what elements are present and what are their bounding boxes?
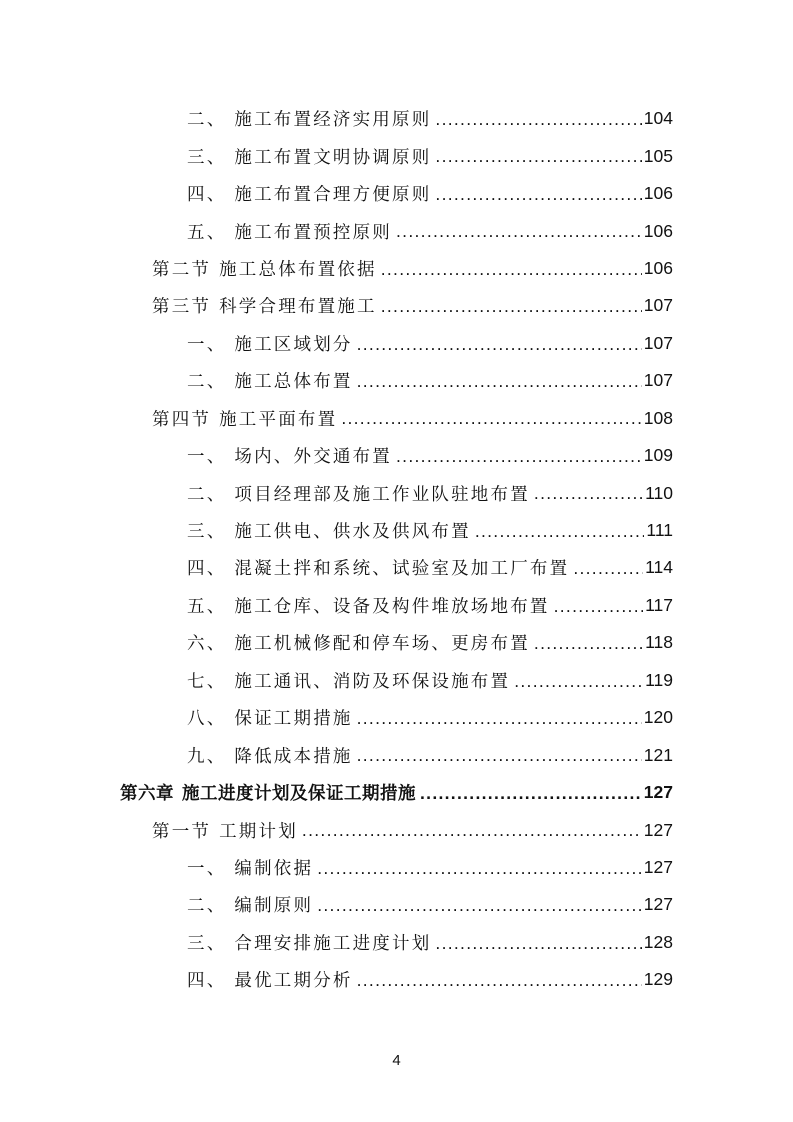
toc-page-number: 127 [643, 856, 673, 877]
toc-entry-number: 第一节 [152, 820, 212, 841]
toc-entry-number: 五、 [187, 221, 227, 242]
toc-entry-title: 施工区域划分 [234, 333, 353, 354]
dot-leader [534, 633, 643, 651]
toc-entry-number: 二、 [187, 109, 227, 130]
toc-chapter-entry[interactable] [0, 774, 793, 811]
dot-leader [317, 858, 642, 876]
dot-leader [381, 259, 642, 277]
toc-entry-number: 三、 [187, 932, 227, 953]
toc-entry-label [187, 743, 353, 768]
toc-subsection-entry[interactable] [0, 325, 793, 362]
toc-subsection-entry[interactable] [0, 924, 793, 961]
page-number: 4 [392, 1052, 401, 1069]
toc-entry-label [187, 181, 431, 206]
toc-subsection-entry[interactable] [0, 587, 793, 624]
toc-entry-label [152, 293, 377, 318]
toc-entry-label [187, 967, 353, 992]
toc-entry-label [187, 930, 431, 955]
toc-entry-number: 第六章 [120, 783, 174, 804]
toc-entry-label [152, 256, 377, 281]
toc-page-number: 107 [643, 332, 673, 353]
toc-subsection-entry[interactable] [0, 100, 793, 137]
toc-subsection-entry[interactable] [0, 624, 793, 661]
toc-entry-label [187, 219, 392, 244]
toc-subsection-entry[interactable] [0, 961, 793, 998]
toc-entry-number: 三、 [187, 521, 227, 542]
toc-page-number: 111 [646, 520, 673, 541]
dot-leader [302, 820, 642, 838]
toc-page-number: 107 [643, 370, 673, 391]
toc-subsection-entry[interactable] [0, 437, 793, 474]
toc-entry-label [187, 555, 569, 580]
toc-subsection-entry[interactable] [0, 849, 793, 886]
toc-entry-title: 合理安排施工进度计划 [234, 932, 432, 953]
dot-leader [435, 184, 641, 202]
toc-subsection-entry[interactable] [0, 175, 793, 212]
toc-entry-number: 第三节 [152, 296, 212, 317]
toc-subsection-entry[interactable] [0, 212, 793, 249]
toc-subsection-entry[interactable] [0, 699, 793, 736]
dot-leader [420, 783, 642, 801]
toc-page-number: 121 [643, 744, 673, 765]
toc-entry-label [187, 443, 392, 468]
toc-page-number: 104 [643, 108, 673, 129]
toc-page-number: 119 [645, 669, 673, 690]
toc-subsection-entry[interactable] [0, 736, 793, 773]
toc-subsection-entry[interactable] [0, 662, 793, 699]
toc-page-number: 128 [643, 931, 673, 952]
toc-entry-label [187, 892, 313, 917]
toc-subsection-entry[interactable] [0, 474, 793, 511]
toc-entry-title: 混凝土拌和系统、试验室及加工厂布置 [234, 558, 570, 579]
toc-entry-number: 二、 [187, 371, 227, 392]
toc-page-number: 127 [643, 819, 673, 840]
toc-subsection-entry[interactable] [0, 512, 793, 549]
dot-leader [357, 708, 642, 726]
dot-leader [554, 596, 643, 614]
toc-subsection-entry[interactable] [0, 549, 793, 586]
toc-entry-label [152, 406, 337, 431]
toc-entry-title: 场内、外交通布置 [234, 446, 393, 467]
dot-leader [317, 895, 642, 913]
toc-page-number: 127 [643, 894, 673, 915]
toc-entry-label [187, 481, 530, 506]
toc-page-number: 105 [643, 145, 673, 166]
toc-entry-label [187, 705, 353, 730]
toc-entry-title: 施工供电、供水及供风布置 [234, 521, 471, 542]
toc-entry-label [187, 144, 431, 169]
toc-entry-number: 四、 [187, 184, 227, 205]
toc-entry-title: 施工布置预控原则 [234, 221, 393, 242]
toc-page-number: 120 [643, 707, 673, 728]
dot-leader [534, 483, 643, 501]
toc-page-number: 106 [643, 220, 673, 241]
toc-page-number: 118 [645, 632, 673, 653]
toc-entry-title: 施工布置合理方便原则 [234, 184, 432, 205]
toc-page-number: 110 [645, 482, 673, 503]
toc-entry-number: 七、 [187, 670, 227, 691]
toc-entry-label [187, 630, 530, 655]
toc-entry-label [187, 855, 313, 880]
toc-entry-number: 一、 [187, 446, 227, 467]
dot-leader [514, 671, 643, 689]
toc-entry-label [187, 518, 471, 543]
dot-leader [341, 408, 641, 426]
toc-page-number: 114 [645, 557, 673, 578]
toc-page-number: 107 [643, 295, 673, 316]
toc-entry-title: 工期计划 [219, 820, 298, 841]
toc-entry-number: 三、 [187, 146, 227, 167]
toc-entry-title: 施工机械修配和停车场、更房布置 [234, 633, 530, 654]
dot-leader [435, 146, 641, 164]
toc-subsection-entry[interactable] [0, 362, 793, 399]
toc-entry-number: 第四节 [152, 408, 212, 429]
toc-entry-number: 九、 [187, 745, 227, 766]
toc-entry-number: 六、 [187, 633, 227, 654]
toc-entry-title: 施工布置经济实用原则 [234, 109, 432, 130]
toc-entry-title: 施工仓库、设备及构件堆放场地布置 [234, 595, 550, 616]
toc-entry-label [120, 780, 416, 805]
toc-entry-title: 施工进度计划及保证工期措施 [182, 783, 416, 804]
toc-subsection-entry[interactable] [0, 137, 793, 174]
toc-section-entry[interactable] [0, 287, 793, 324]
toc-entry-title: 最优工期分析 [234, 970, 353, 991]
toc-entry-number: 一、 [187, 857, 227, 878]
toc-page-number: 117 [645, 594, 673, 615]
dot-leader [435, 109, 641, 127]
toc-entry-title: 项目经理部及施工作业队驻地布置 [234, 483, 530, 504]
toc-entry-number: 一、 [187, 333, 227, 354]
toc-entry-title: 编制原则 [234, 895, 314, 916]
dot-leader [396, 221, 642, 239]
toc-page-number: 108 [643, 407, 673, 428]
toc-entry-title: 施工通讯、消防及环保设施布置 [234, 670, 511, 691]
toc-page-number: 129 [643, 969, 673, 990]
toc-entry-label [187, 593, 550, 618]
toc-page-number: 109 [643, 445, 673, 466]
toc-entry-label [152, 818, 298, 843]
toc-entry-number: 四、 [187, 558, 227, 579]
table-of-contents [0, 100, 793, 999]
toc-page-number: 127 [643, 782, 673, 803]
toc-entry-title: 施工布置文明协调原则 [234, 146, 432, 167]
dot-leader [573, 558, 643, 576]
toc-section-entry[interactable] [0, 400, 793, 437]
toc-entry-number: 第二节 [152, 258, 212, 279]
toc-entry-number: 五、 [187, 595, 227, 616]
dot-leader [357, 334, 642, 352]
dot-leader [357, 371, 642, 389]
toc-entry-title: 科学合理布置施工 [219, 296, 377, 317]
toc-entry-label [187, 668, 510, 693]
toc-entry-label [187, 106, 431, 131]
toc-page-number: 106 [643, 257, 673, 278]
toc-entry-title: 保证工期措施 [234, 708, 353, 729]
toc-entry-label [187, 331, 353, 356]
dot-leader [475, 521, 645, 539]
toc-entry-label [187, 368, 353, 393]
dot-leader [435, 933, 641, 951]
toc-section-entry[interactable] [0, 811, 793, 848]
dot-leader [357, 970, 642, 988]
toc-page-number: 106 [643, 183, 673, 204]
toc-entry-number: 二、 [187, 483, 227, 504]
dot-leader [357, 745, 642, 763]
toc-entry-title: 降低成本措施 [234, 745, 353, 766]
dot-leader [396, 446, 642, 464]
dot-leader [381, 296, 642, 314]
toc-entry-number: 八、 [187, 708, 227, 729]
toc-entry-title: 施工总体布置 [234, 371, 353, 392]
toc-entry-title: 施工总体布置依据 [219, 258, 377, 279]
toc-entry-title: 编制依据 [234, 857, 314, 878]
toc-subsection-entry[interactable] [0, 886, 793, 923]
toc-section-entry[interactable] [0, 250, 793, 287]
toc-entry-number: 四、 [187, 970, 227, 991]
toc-entry-title: 施工平面布置 [219, 408, 338, 429]
toc-entry-number: 二、 [187, 895, 227, 916]
